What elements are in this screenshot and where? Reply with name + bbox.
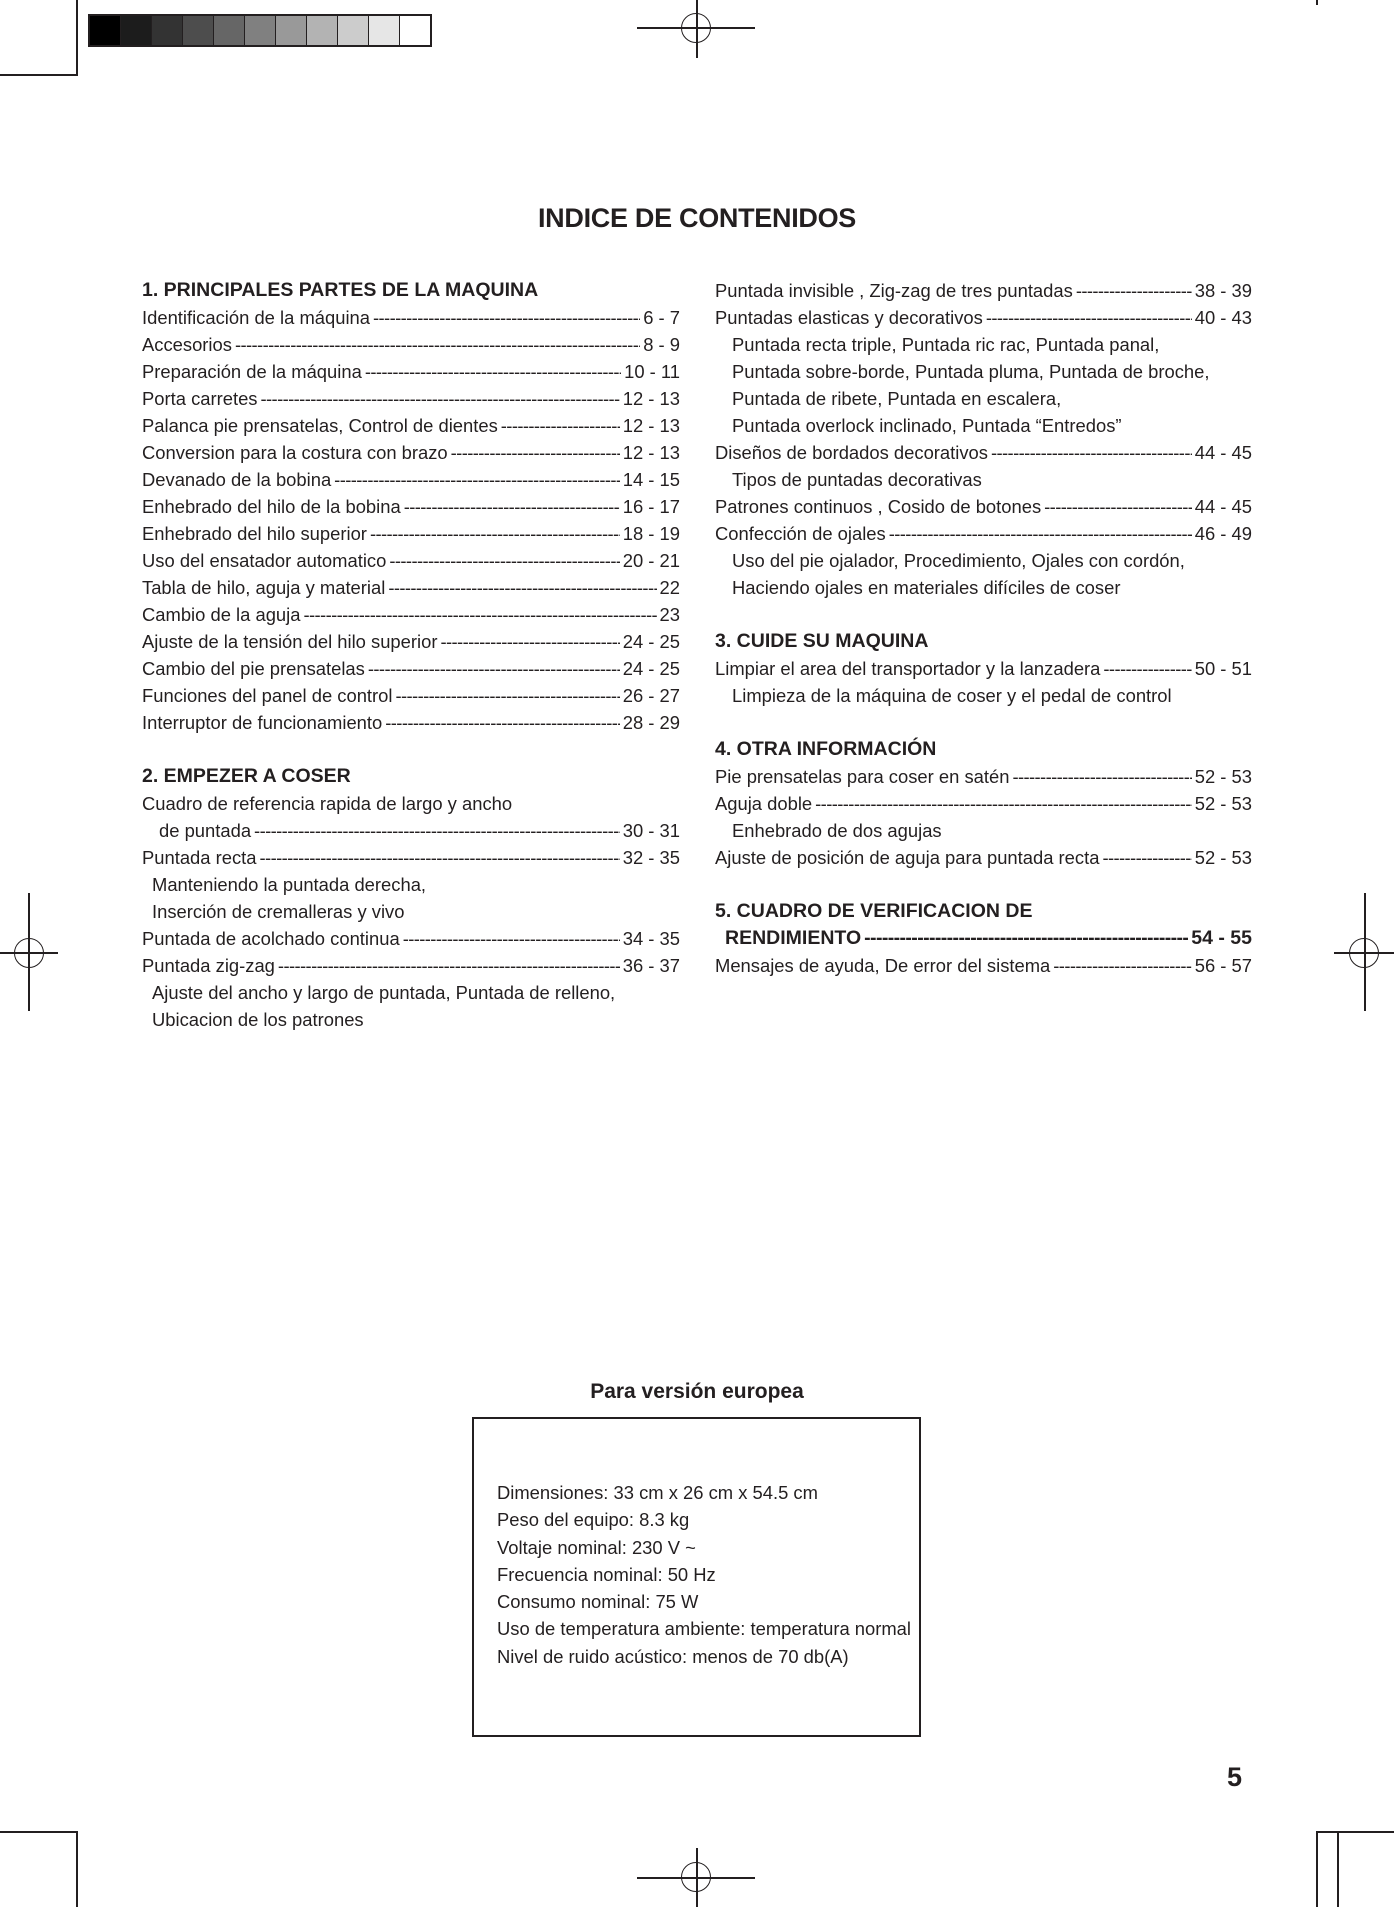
toc-entry-pages: 32 - 35	[622, 847, 680, 868]
toc-subitem: Uso del pie ojalador, Procedimiento, Ojales con cordón,	[732, 550, 1185, 571]
toc-subitem: Inserción de cremalleras y vivo	[152, 901, 405, 922]
toc-subitem: Cuadro de referencia rapida de largo y ancho	[142, 793, 513, 814]
toc-entry-pages: 12 - 13	[622, 388, 680, 409]
toc-entry-label: Limpiar el area del transportador y la lanzadera	[715, 658, 1101, 679]
toc-entry-pages: 16 - 17	[622, 496, 680, 517]
toc-subitem: Ajuste del ancho y largo de puntada, Puntada de relleno,	[152, 982, 616, 1003]
toc-subitem: Tipos de puntadas decorativas	[732, 469, 982, 490]
section-heading: 3. CUIDE SU MAQUINA	[715, 630, 929, 652]
toc-entry	[715, 493, 1252, 520]
toc-entry-pages: 20 - 21	[622, 550, 680, 571]
toc-entry-label: Interruptor de funcionamiento	[142, 712, 383, 733]
leader-dashes	[501, 412, 620, 439]
toc-entry-pages: 24 - 25	[622, 631, 680, 652]
toc-entry	[142, 709, 680, 736]
toc-entry-pages: 44 - 45	[1194, 442, 1252, 463]
toc-entry-label: Patrones continuos , Cosido de botones	[715, 496, 1042, 517]
toc-entry	[142, 844, 680, 871]
spec-line: Voltaje nominal: 230 V ~	[497, 1536, 696, 1558]
calibration-swatch	[152, 16, 183, 45]
toc-subitem: Puntada sobre-borde, Puntada pluma, Puntada de broche,	[732, 361, 1210, 382]
registration-mark-circle	[681, 1862, 711, 1892]
toc-subitem: Manteniendo la puntada derecha,	[152, 874, 427, 895]
toc-entry-pages: 46 - 49	[1194, 523, 1252, 544]
toc-right-column	[715, 277, 1252, 979]
section-heading: 2. EMPEZER A COSER	[142, 765, 351, 787]
spec-line: Dimensiones: 33 cm x 26 cm x 54.5 cm	[497, 1482, 818, 1503]
spec-line: Frecuencia nominal: 50 Hz	[497, 1563, 716, 1585]
toc-entry	[715, 277, 1252, 304]
toc-entry	[142, 574, 680, 601]
toc-entry	[715, 655, 1252, 682]
section-gap	[715, 709, 1252, 736]
euro-box-title: Para versión europea	[590, 1380, 804, 1403]
toc-entry-pages: 34 - 35	[622, 928, 680, 949]
calibration-swatch	[307, 16, 338, 45]
leader-dashes	[1076, 277, 1192, 304]
toc-entry	[142, 817, 680, 844]
toc-entry-pages: 8 - 9	[643, 334, 680, 355]
toc-entry-label: Funciones del panel de control	[142, 685, 393, 706]
toc-entry-pages: 12 - 13	[622, 442, 680, 463]
page-number: 5	[1227, 1762, 1243, 1792]
leader-dashes	[303, 601, 656, 628]
toc-entry-label: de puntada	[159, 820, 252, 841]
toc-entry-pages: 40 - 43	[1194, 307, 1252, 328]
leader-dashes	[373, 304, 640, 331]
toc-entry-label: Identificación de la máquina	[142, 307, 370, 328]
spec-line: Uso de temperatura ambiente: temperatura normal	[497, 1618, 911, 1640]
crop-mark	[1318, 1831, 1394, 1833]
crop-mark	[1316, 0, 1318, 5]
toc-entry-pages: 54 - 55	[1191, 927, 1252, 949]
toc-subitem: Limpieza de la máquina de coser y el pedal de control	[732, 685, 1172, 706]
leader-dashes	[986, 304, 1192, 331]
leader-dashes	[388, 574, 656, 601]
toc-entry-pages: 10 - 11	[624, 361, 680, 382]
toc-entry	[142, 628, 680, 655]
toc-entry	[715, 763, 1252, 790]
toc-entry	[142, 952, 680, 979]
crop-mark	[1316, 1831, 1318, 1907]
calibration-bar	[88, 14, 432, 47]
toc-entry	[142, 520, 680, 547]
toc-entry-label: Puntada invisible , Zig-zag de tres puntadas	[715, 280, 1073, 301]
toc-entry	[715, 925, 1252, 952]
toc-entry-label: Enhebrado del hilo superior	[142, 523, 367, 544]
toc-subitem: Enhebrado de dos agujas	[732, 820, 942, 841]
toc-entry-pages: 36 - 37	[622, 955, 680, 976]
toc-entry	[142, 655, 680, 682]
toc-subitem: Puntada de ribete, Puntada en escalera,	[732, 388, 1062, 409]
toc-entry-pages: 28 - 29	[622, 712, 680, 733]
toc-entry	[142, 439, 680, 466]
toc-entry	[142, 385, 680, 412]
spec-line: Peso del equipo: 8.3 kg	[497, 1509, 690, 1531]
toc-entry-label: Porta carretes	[142, 388, 258, 409]
leader-dashes	[334, 466, 620, 493]
toc-entry	[142, 304, 680, 331]
toc-entry	[715, 790, 1252, 817]
leader-dashes	[389, 547, 619, 574]
specs-list	[497, 1479, 911, 1670]
leader-dashes	[1102, 844, 1191, 871]
leader-dashes	[1012, 763, 1191, 790]
leader-dashes	[368, 655, 620, 682]
leader-dashes	[370, 520, 620, 547]
toc-entry	[715, 844, 1252, 871]
section-heading: 5. CUADRO DE VERIFICACION DE	[715, 900, 1033, 922]
toc-entry-pages: 6 - 7	[643, 307, 680, 328]
leader-dashes	[365, 358, 621, 385]
leader-dashes	[278, 952, 620, 979]
page-title: INDICE DE CONTENIDOS	[537, 203, 857, 233]
toc-entry-label: Mensajes de ayuda, De error del sistema	[715, 955, 1051, 976]
toc-subitem: Haciendo ojales en materiales difíciles de coser	[732, 577, 1121, 598]
leader-dashes	[403, 925, 620, 952]
toc-entry-label: Pie prensatelas para coser en satén	[715, 766, 1010, 787]
toc-subitem: Puntada overlock inclinado, Puntada “Entredos”	[732, 415, 1122, 436]
toc-entry-pages: 52 - 53	[1194, 766, 1252, 787]
crop-mark	[0, 74, 76, 76]
toc-entry-label: Diseños de bordados decorativos	[715, 442, 988, 463]
section-heading: 1. PRINCIPALES PARTES DE LA MAQUINA	[142, 279, 539, 301]
toc-entry-pages: 22	[659, 577, 680, 598]
section-gap	[715, 601, 1252, 628]
toc-entry	[715, 952, 1252, 979]
spec-line: Consumo nominal: 75 W	[497, 1591, 699, 1613]
crop-mark	[76, 1831, 78, 1907]
toc-entry	[142, 547, 680, 574]
toc-entry-label: Ajuste de la tensión del hilo superior	[142, 631, 438, 652]
toc-entry-label: Cambio del pie prensatelas	[142, 658, 365, 679]
toc-entry-label: Preparación de la máquina	[142, 361, 362, 382]
leader-dashes	[261, 385, 620, 412]
registration-mark-circle	[14, 938, 44, 968]
crop-mark	[76, 0, 78, 76]
toc-entry	[142, 493, 680, 520]
leader-dashes	[815, 790, 1192, 817]
toc-entry	[142, 682, 680, 709]
section-gap	[142, 736, 680, 763]
toc-entry-label: Enhebrado del hilo de la bobina	[142, 496, 401, 517]
toc-entry-label: Uso del ensatador automatico	[142, 550, 387, 571]
toc-entry	[142, 412, 680, 439]
leader-dashes	[440, 628, 619, 655]
crop-mark	[0, 1831, 76, 1833]
toc-entry-label: Devanado de la bobina	[142, 469, 332, 490]
toc-entry-label: Ajuste de posición de aguja para puntada recta	[715, 847, 1100, 868]
calibration-swatch	[90, 16, 121, 45]
calibration-swatch	[245, 16, 276, 45]
calibration-swatch	[183, 16, 214, 45]
toc-entry-pages: 26 - 27	[622, 685, 680, 706]
toc-entry	[142, 331, 680, 358]
calibration-swatch	[369, 16, 400, 45]
calibration-swatch	[121, 16, 152, 45]
leader-dashes	[889, 520, 1192, 547]
leader-dashes	[451, 439, 620, 466]
toc-entry-pages: 14 - 15	[622, 469, 680, 490]
leader-dashes	[1103, 655, 1191, 682]
leader-dashes	[1053, 952, 1191, 979]
leader-dashes	[864, 925, 1188, 952]
toc-entry-pages: 23	[659, 604, 680, 625]
toc-entry-label: Accesorios	[142, 334, 232, 355]
toc-entry-label: Palanca pie prensatelas, Control de dientes	[142, 415, 498, 436]
toc-entry-pages: 30 - 31	[622, 820, 680, 841]
calibration-swatch	[214, 16, 245, 45]
registration-mark-circle	[1349, 938, 1379, 968]
toc-entry	[142, 466, 680, 493]
toc-entry-label: Cambio de la aguja	[142, 604, 301, 625]
leader-dashes	[991, 439, 1192, 466]
leader-dashes	[1044, 493, 1192, 520]
toc-entry-label: Puntadas elasticas y decorativos	[715, 307, 983, 328]
toc-entry-pages: 50 - 51	[1194, 658, 1252, 679]
leader-dashes	[404, 493, 620, 520]
toc-entry-label: Puntada de acolchado continua	[142, 928, 400, 949]
leader-dashes	[260, 844, 620, 871]
leader-dashes	[395, 682, 619, 709]
leader-dashes	[235, 331, 640, 358]
toc-entry-label: RENDIMIENTO	[725, 927, 862, 949]
toc-entry	[715, 439, 1252, 466]
calibration-swatch	[276, 16, 307, 45]
toc-entry-label: Puntada recta	[142, 847, 257, 868]
toc-subitem: Ubicacion de los patrones	[152, 1009, 364, 1030]
toc-entry-label: Tabla de hilo, aguja y material	[142, 577, 386, 598]
toc-entry	[142, 601, 680, 628]
toc-entry	[142, 358, 680, 385]
section-heading: 4. OTRA INFORMACIÓN	[715, 738, 937, 760]
toc-entry-pages: 38 - 39	[1194, 280, 1252, 301]
calibration-swatch	[338, 16, 369, 45]
section-gap	[715, 871, 1252, 898]
toc-entry	[715, 304, 1252, 331]
calibration-swatch	[400, 16, 430, 45]
toc-entry-pages: 18 - 19	[622, 523, 680, 544]
toc-entry-pages: 44 - 45	[1194, 496, 1252, 517]
toc-entry-pages: 24 - 25	[622, 658, 680, 679]
registration-mark-circle	[681, 13, 711, 43]
toc-entry-label: Conversion para la costura con brazo	[142, 442, 448, 463]
leader-dashes	[254, 817, 620, 844]
toc-entry-label: Puntada zig-zag	[142, 955, 275, 976]
spec-line: Nivel de ruido acústico: menos de 70 db(A)	[497, 1645, 849, 1667]
toc-left-column	[142, 277, 680, 1033]
toc-entry	[715, 520, 1252, 547]
toc-entry	[142, 925, 680, 952]
specs-box	[472, 1417, 921, 1737]
toc-entry-pages: 52 - 53	[1194, 847, 1252, 868]
toc-entry-pages: 56 - 57	[1194, 955, 1252, 976]
toc-entry-label: Confección de ojales	[715, 523, 886, 544]
toc-entry-label: Aguja doble	[715, 793, 813, 814]
crop-mark	[1337, 1831, 1339, 1907]
toc-entry-pages: 12 - 13	[622, 415, 680, 436]
toc-subitem: Puntada recta triple, Puntada ric rac, Puntada panal,	[732, 334, 1160, 355]
leader-dashes	[385, 709, 619, 736]
toc-entry-pages: 52 - 53	[1194, 793, 1252, 814]
